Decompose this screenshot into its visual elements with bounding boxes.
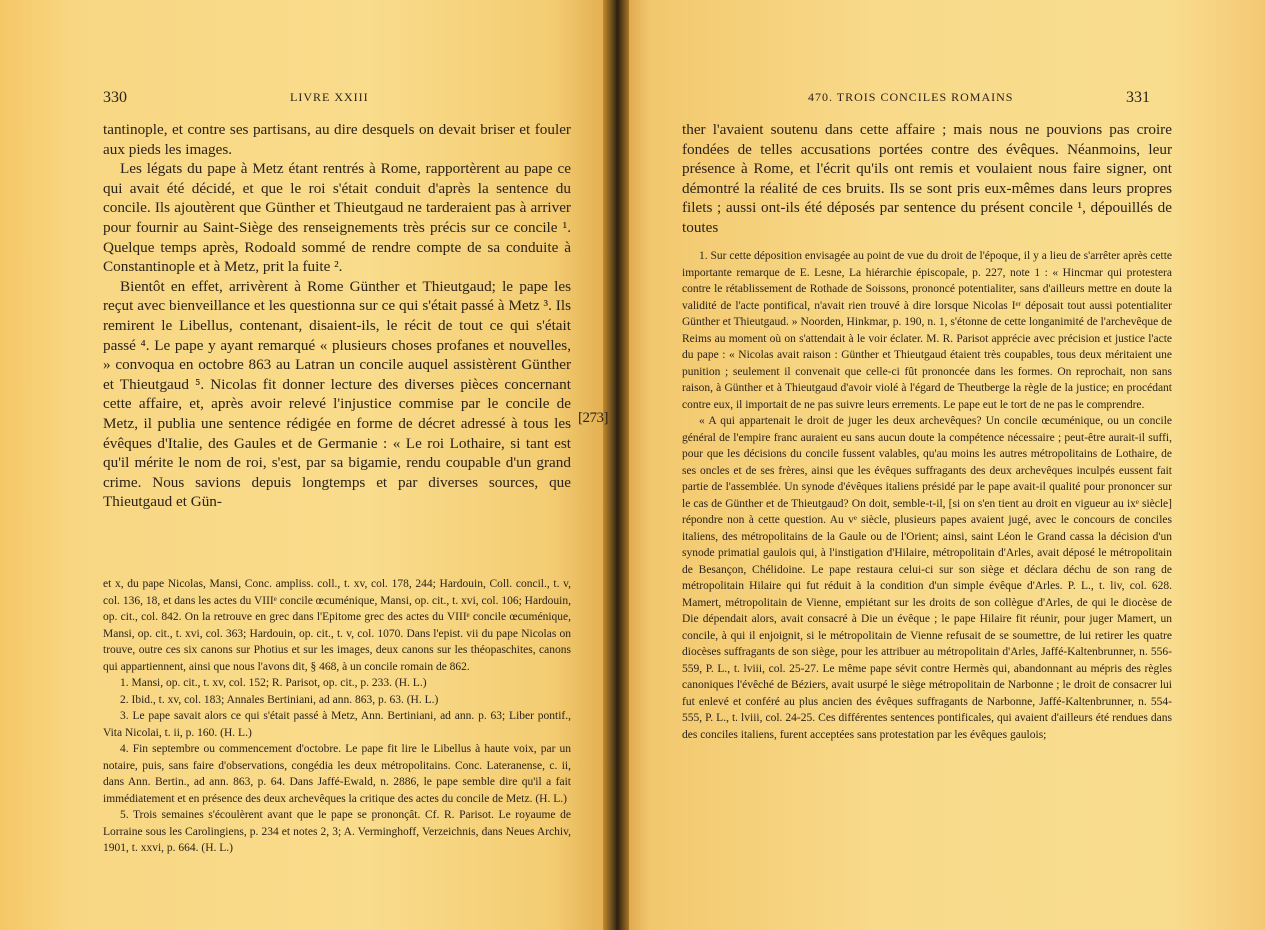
right-page xyxy=(618,0,1265,930)
left-body-text xyxy=(103,120,571,512)
footnote: 4. Fin septembre ou commencement d'octobre. Le pape fit lire le Libellus à haute voix, par un notaire, puis, sans faire d'observations, congédia les deux métropolitains. Conc. Lateranense, c. ii, dans Ann. Bertin., ad ann. 863, p. 64. Dans Jaffé-Ewald, n. 2886, le pape semble dire qu'il a fait immédiatement et en présence des deux archevêques la critique des actes du concile de Metz. (H. L.) xyxy=(103,743,571,805)
paragraph: tantinople, et contre ses partisans, au dire desquels on devait briser et fouler aux pieds les images. xyxy=(103,121,571,158)
page-number-left: 330 xyxy=(103,89,127,106)
margin-page-reference: [273] xyxy=(578,410,608,426)
paragraph: ther l'avaient soutenu dans cette affaire ; mais nous ne pouvions pas croire fondées de telles accusations portées contre des évêques. Néanmoins, leur présence à Rome, et l'écrit qu'ils ont remis et voulaient nous faire signer, ont démontré la réalité de ces bruits. Ils se sont pris eux-mêmes dans leurs propres filets ; aussi ont-ils été déposés par sentence du présent concile ¹, dépouillés de toutes xyxy=(682,121,1172,236)
running-head-right: 470. TROIS CONCILES ROMAINS xyxy=(808,90,1014,104)
left-footnotes xyxy=(103,576,571,857)
footnote: 2. Ibid., t. xv, col. 183; Annales Bertiniani, ad ann. 863, p. 63. (H. L.) xyxy=(120,693,439,706)
left-page xyxy=(0,0,615,930)
paragraph: Les légats du pape à Metz étant rentrés à Rome, rapportèrent au pape ce qui avait été décidé, et que le roi s'était conduit d'après la sentence du concile. Ils ajoutèrent que Günther et Thieutgaud ne tarderaient pas à arriver pour fournir au Saint-Siège des renseignements très précis sur ce concile ¹. Quelque temps après, Rodoald sommé de rendre compte de sa conduite à Constantinople et à Metz, prit la fuite ². xyxy=(103,160,571,276)
right-footnotes xyxy=(682,248,1172,743)
footnote: 5. Trois semaines s'écoulèrent avant que le pape se prononçât. Cf. R. Parisot. Le royaume de Lorraine sous les Carolingiens, p. 234 et notes 2, 3; A. Verminghoff, Verzeichnis, dans Neues Archiv, 1901, t. xxvi, p. 664. (H. L.) xyxy=(103,809,571,854)
footnote: 3. Le pape savait alors ce qui s'était passé à Metz, Ann. Bertiniani, ad ann. p. 63; Liber pontif., Vita Nicolai, t. ii, p. 160. (H. L.) xyxy=(103,710,571,739)
footnote: 1. Mansi, op. cit., t. xv, col. 152; R. Parisot, op. cit., p. 233. (H. L.) xyxy=(120,677,427,689)
page-number-right: 331 xyxy=(1126,89,1150,106)
footnote: 1. Sur cette déposition envisagée au point de vue du droit de l'époque, il y a lieu de s'arrêter après cette importante remarque de E. Lesne, La hiérarchie épiscopale, p. 227, note 1 : « Hincmar qui protestera contre le rétablissement de Rothade de Soissons, prononcé potentialiter, sans d'ailleurs mettre en doute la validité de l'acte pontifical, n'avait rien trouvé à dire lorsque Nicolas Iᵉʳ déposait tout aussi potentialiter Günther et Thieutgaud. » Noorden, Hinkmar, p. 190, n. 1, s'étonne de cette longanimité de l'archevêque de Reims au moment où on s'attendait à le voir éclater. M. R. Parisot apprécie avec précision et justice l'acte du pape : « Nicolas avait raison : Günther et Thieutgaud étaient très coupables, tous deux méritaient une punition ; seulement il convenait que celle-ci fût prononcée dans les formes. On reprochait, non sans raison, à Günther et à Thieutgaud d'avoir violé à l'égard de Theutberge la règle de la justice; en procédant contre eux, il importait de ne pas suivre leurs errements. Le pape eut le tort de ne pas le comprendre. xyxy=(682,250,1172,411)
book-gutter xyxy=(603,0,629,930)
running-head-left: LIVRE XXIII xyxy=(290,90,369,104)
footnote-continuation: et x, du pape Nicolas, Mansi, Conc. ampliss. coll., t. xv, col. 178, 244; Hardouin, Coll. concil., t. v, col. 136, 18, et dans les actes du VIIIᵉ concile œcuménique, Mansi, op. cit., t. xvi, col. 106; Hardouin, op. cit., col. 842. On la retrouve en grec dans l'Epitome grec des actes du VIIIᵉ concile œcuménique, Mansi, op. cit., t. xvi, col. 363; Hardouin, op. cit., t. v, col. 1070. Dans l'epist. vii du pape Nicolas on trouve, outre ces six canons sur Photius et sur les images, deux canons sur les théopaschites, canons qui appartiennent, ainsi que nous l'avons dit, § 468, à un concile romain de 862. xyxy=(103,578,571,673)
right-body-text xyxy=(682,120,1172,238)
paragraph: Bientôt en effet, arrivèrent à Rome Günther et Thieutgaud; le pape les reçut avec bienveillance et les questionna sur ce qui s'était passé à Metz ³. Ils remirent le Libellus, contenant, disaient-ils, le récit de tout ce qui s'était passé ⁴. Le pape y ayant remarqué « plusieurs choses profanes et nouvelles, » convoqua en octobre 863 au Latran un concile auquel assistèrent Günther et Thieutgaud ⁵. Nicolas fit donner lecture des diverses pièces concernant cette affaire, et, après avoir relevé l'injustice commise par le concile de Metz, il publia une sentence rédigée en forme de décret adressé à tous les évêques d'Italie, des Gaules et de Germanie : « Le roi Lothaire, si tant est qu'il mérite le nom de roi, s'est, par sa bigamie, rendu coupable d'un grand crime. Nous savions depuis longtemps et par diverses sources, que Thieutgaud et Gün- xyxy=(103,277,571,511)
footnote: « A qui appartenait le droit de juger les deux archevêques? Un concile œcuménique, ou un concile général de l'empire franc auraient eu sans aucun doute la compétence nécessaire ; peut-être aurait-il suffi, pour que les décisions du concile fussent valables, qu'au moins les autres métropolitains de Lothaire, de ses oncles et de ses frères, ainsi que les évêques suffragants des deux archevêques inculpés eussent fait partie de l'assemblée. Un synode d'évêques italiens présidé par le pape avait-il qualité pour prononcer sur le cas de Günther et de Thieutgaud? On doit, semble-t-il, [si on s'en tient au droit en vigueur au ixᵉ siècle] répondre non à cette question. Au vᵉ siècle, plusieurs papes avaient jugé, avec le concours de conciles italiens, des métropolitains de la Gaule ou de l'Orient; ainsi, saint Léon le Grand cassa la décision d'un synode primatial gaulois qui, à l'instigation d'Hilaire, métropolitain d'Arles, avait déposé le métropolitain de Besançon, Chélidoine. Le pape restaura celui-ci sur son siège et déclara déchu de son rang de métropolitain Hilaire qui fut réduit à la condition d'un simple évêque d'Arles. P. L., t. liv, col. 628. Mamert, métropolitain de Vienne, empiétant sur les droits de son collègue d'Arles, de qui le diocèse de Die dépendait alors, avait consacré à Die un évêque ; le pape Hilaire fit réunir, pour juger Mamert, un concile, à qui il enjoignit, si le métropolitain de Vienne refusait de se soumettre, de lui retirer les quatre diocèses suffragants de son siège, pour les attribuer au métropolitain d'Arles, Jaffé-Kaltenbrunner, n. 556-559, P. L., t. lviii, col. 25-27. Le même pape sévit contre Hermès qui, abandonnant au mépris des règles canoniques l'évêché de Béziers, avait usurpé le siège métropolitain de Narbonne ; le droit de consacrer lui fut enlevé et conféré au plus ancien des évêques suffragants de Narbonne, Jaffé-Kaltenbrunner, n. 554-555, P. L., t. lviii, col. 24-25. Ces différentes sentences pontificales, qui avaient d'ailleurs été rendues dans des conciles italiens, furent acceptées sans protestation par les évêques gaulois; xyxy=(682,415,1172,741)
